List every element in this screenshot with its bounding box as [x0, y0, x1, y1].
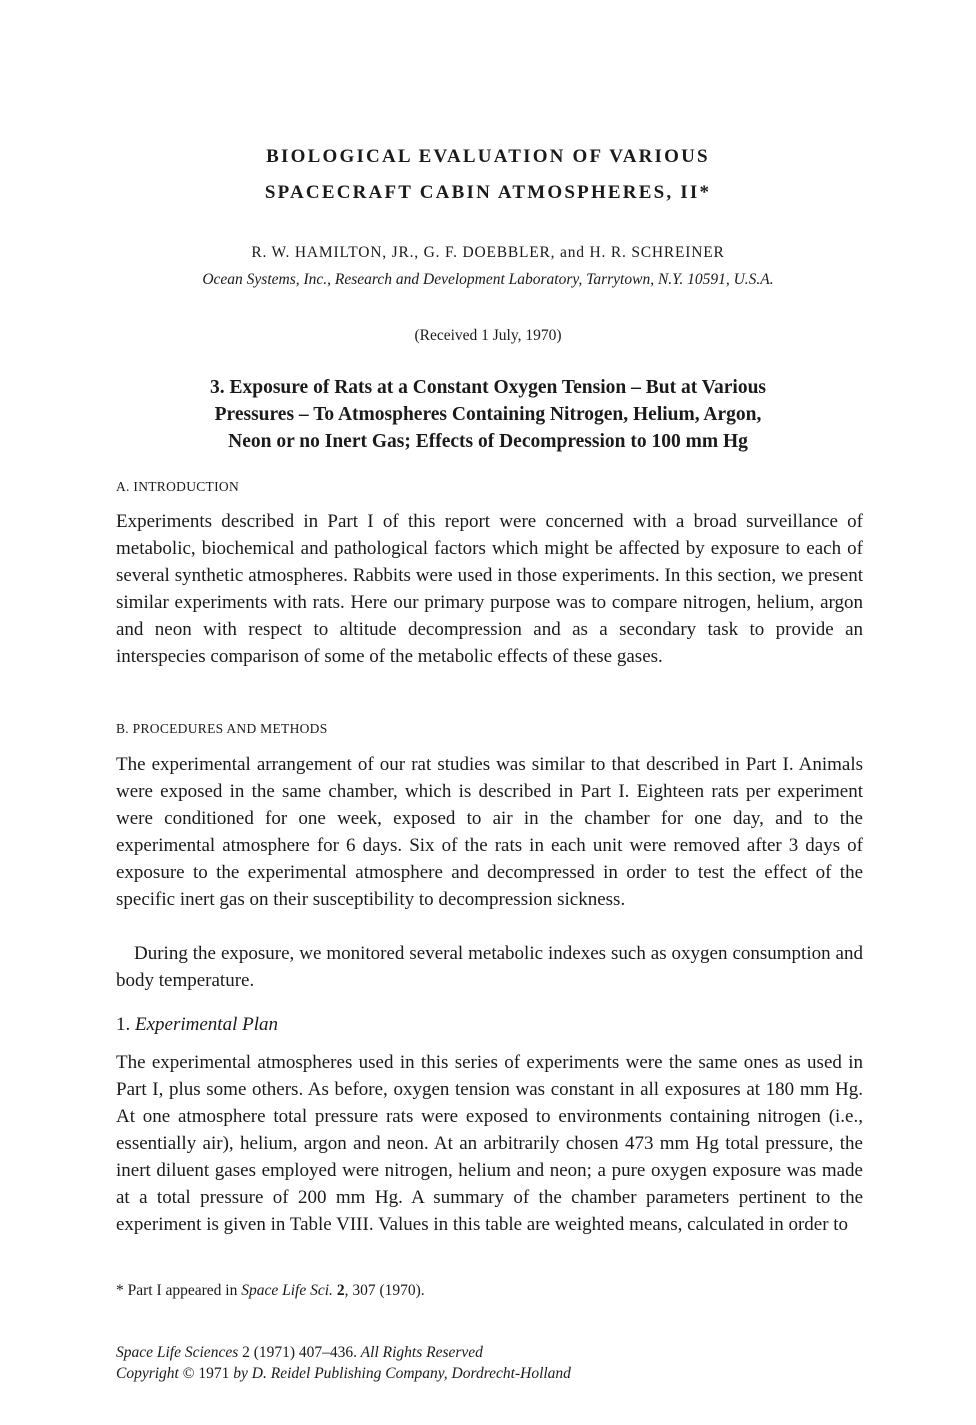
plan-number: 1.: [116, 1014, 131, 1035]
subtitle-line-2: Pressures – To Atmospheres Containing Nitrogen, Helium, Argon,: [214, 404, 762, 425]
footnote-prefix: * Part I appeared in: [116, 1282, 242, 1299]
footer-volume: 2: [242, 1344, 250, 1361]
authors: R. W. HAMILTON, JR., G. F. DOEBBLER, and H. R. SCHREINER: [251, 244, 725, 261]
plan-title: Experimental Plan: [135, 1014, 278, 1035]
footnote-journal: Space Life Sci.: [241, 1282, 333, 1299]
copyright-symbol: ©: [182, 1365, 195, 1382]
footer-pages: (1971) 407–436.: [253, 1344, 358, 1361]
affiliation: Ocean Systems, Inc., Research and Development Laboratory, Tarrytown, N.Y. 10591, U.S.A.: [202, 271, 774, 288]
footer-year: 1971: [198, 1365, 230, 1382]
footer-copyright: Copyright: [116, 1365, 179, 1382]
introduction-paragraph: Experiments described in Part I of this report were concerned with a broad surveillance of metabolic, biochemical and pathological factors which might be affected by exposure to each of several synthetic atmospheres. Rabbits were used in those experiments. In this section, we present similar experiments with rats. Here our primary purpose was to compare nitrogen, helium, argon and neon with respect to altitude decompression and as a secondary task to provide an interspecies comparison of some of the metabolic effects of these gases.: [116, 511, 863, 667]
introduction-heading: A. INTRODUCTION: [116, 479, 239, 494]
footnote-rest: , 307 (1970).: [344, 1282, 425, 1299]
methods-paragraph-2: During the exposure, we monitored several metabolic indexes such as oxygen consumption and body temperature.: [116, 943, 863, 991]
section-subtitle: [190, 374, 786, 455]
experimental-plan-paragraph: The experimental atmospheres used in this series of experiments were the same ones as used in Part I, plus some others. As before, oxygen tension was constant in all exposures at 180 mm Hg. At one atmosphere total pressure rats were exposed to environments containing nitrogen (i.e., essentially air), helium, argon and neon. At an arbitrarily chosen 473 mm Hg total pressure, the inert diluent gases employed were nitrogen, helium and neon; a pure oxygen exposure was made at a total pressure of 200 mm Hg. A summary of the chamber parameters pertinent to the experiment is given in Table VIII. Values in this table are weighted means, calculated in order to: [116, 1052, 863, 1235]
title-line-1: BIOLOGICAL EVALUATION OF VARIOUS: [266, 146, 710, 167]
received-date: (Received 1 July, 1970): [414, 327, 562, 344]
title-line-2: SPACECRAFT CABIN ATMOSPHERES, II*: [264, 182, 712, 203]
subtitle-line-3: Neon or no Inert Gas; Effects of Decompression to 100 mm Hg: [228, 431, 748, 452]
footer-journal: Space Life Sciences: [116, 1344, 239, 1361]
footnote: [116, 1282, 425, 1300]
footnote-volume: 2: [336, 1282, 345, 1299]
experimental-plan-heading: [116, 1014, 278, 1036]
journal-footer: [116, 1342, 571, 1384]
footer-line-1: [116, 1342, 571, 1363]
methods-paragraph-1: The experimental arrangement of our rat studies was similar to that described in Part I. Animals were exposed in the same chamber, which is described in Part I. Eighteen rats per experiment were conditioned for one week, exposed to air in the chamber for one day, and to the experimental atmosphere for 6 days. Six of the rats in each unit were removed after 3 days of exposure to the experimental atmosphere and decompressed in order to test the effect of the specific inert gas on their susceptibility to decompression sickness.: [116, 754, 863, 910]
footer-line-2: [116, 1363, 571, 1384]
footer-publisher: by D. Reidel Publishing Company, Dordrecht-Holland: [233, 1365, 571, 1382]
subtitle-line-1: 3. Exposure of Rats at a Constant Oxygen Tension – But at Various: [209, 377, 767, 398]
methods-heading: B. PROCEDURES AND METHODS: [116, 721, 328, 736]
footer-rights: All Rights Reserved: [360, 1344, 483, 1361]
